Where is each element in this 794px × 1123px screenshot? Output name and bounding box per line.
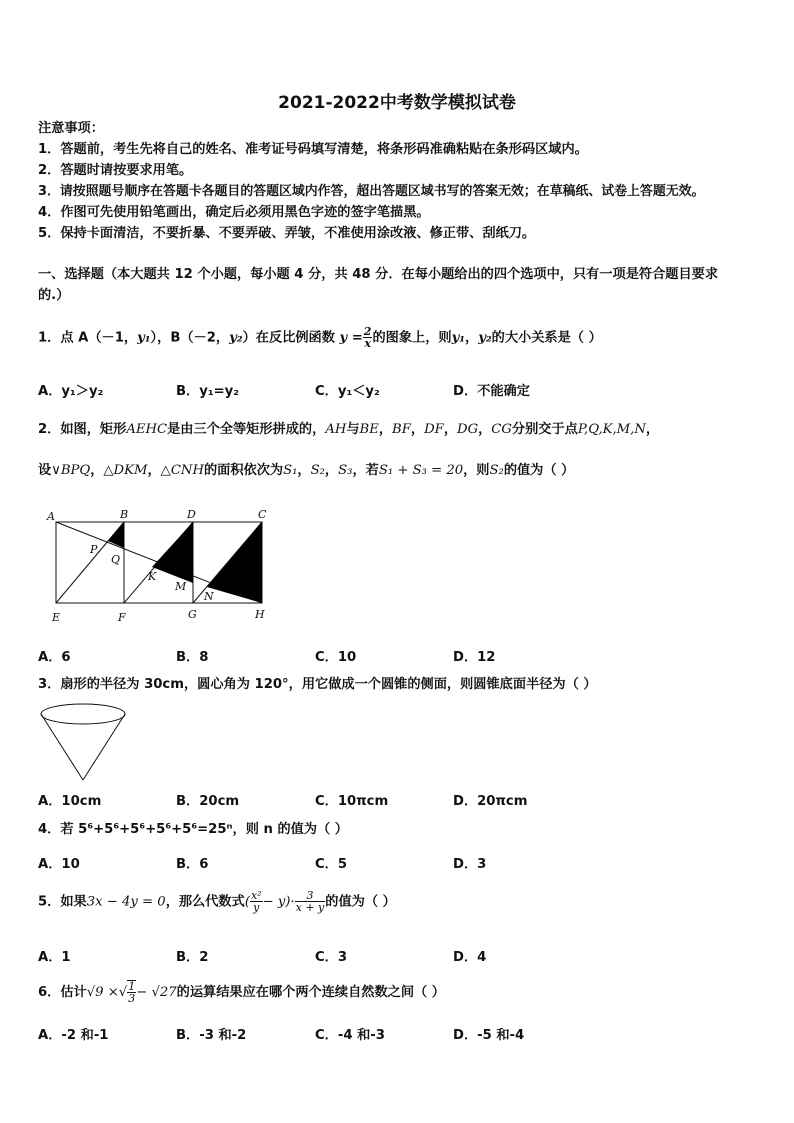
option-b[interactable]: B．y₁=y₂ [176, 384, 240, 399]
question-4: 4．若 5⁶+5⁶+5⁶+5⁶+5⁶=25ⁿ，则 n 的值为（ ） [38, 822, 348, 837]
label-m: M [175, 580, 187, 593]
option-c[interactable]: C．3 [315, 950, 348, 965]
rectangle-figure [40, 505, 280, 627]
option-a[interactable]: A．y₁＞y₂ [38, 384, 104, 399]
option-d[interactable]: D．20πcm [453, 794, 528, 809]
sqrt-sign: √ [118, 985, 128, 1000]
option-d[interactable]: D．-5 和-4 [453, 1028, 525, 1043]
option-a[interactable]: A．10 [38, 857, 80, 872]
notice-item: 4．作图可先使用铅笔画出，确定后必须用黑色字迹的签字笔描黑。 [38, 205, 430, 220]
label-p: P [90, 543, 98, 556]
option-b[interactable]: B．6 [176, 857, 209, 872]
option-c[interactable]: C．-4 和-3 [315, 1028, 385, 1043]
notice-item: 2．答题时请按要求用笔。 [38, 163, 193, 178]
option-b[interactable]: B．20cm [176, 794, 240, 809]
label-q: Q [111, 553, 121, 566]
section-heading-cont: 的.） [38, 288, 70, 303]
label-c: C [258, 508, 267, 521]
option-a[interactable]: A．1 [38, 950, 71, 965]
option-b[interactable]: B．2 [176, 950, 209, 965]
question-1: 1．点 A（－1，y₁），B（－2，y₂）在反比例函数 y = $\frac{2}{x}$ 的图象上，则y₁，y₂的大小关系是（ ） [38, 325, 602, 350]
option-d[interactable]: D．3 [453, 857, 487, 872]
exam-title: 2021-2022中考数学模拟试卷 [278, 93, 516, 113]
notice-heading: 注意事项： [38, 121, 104, 136]
notice-item: 5．保持卡面清洁，不要折暴、不要弄破、弄皱，不准使用涂改液、修正带、刮纸刀。 [38, 226, 536, 241]
option-b[interactable]: B．8 [176, 650, 209, 665]
question-5: 5．如果3x − 4y = 0，那么代数式( $\frac{\text{x²}}{y}$ − y)· $\frac{3}{x + y}$ 的值为（ ） [38, 889, 396, 914]
question-6: 6．估计√9 ×√ $\frac{1}{3}$ − √27的运算结果应在哪个两个连续自然数之间（ ） [38, 980, 445, 1005]
option-c[interactable]: C．10 [315, 650, 357, 665]
option-c[interactable]: C．5 [315, 857, 348, 872]
shaded-triangle-cnh [207, 522, 262, 603]
label-e: E [52, 611, 61, 624]
option-c[interactable]: C．y₁＜y₂ [315, 384, 380, 399]
option-d[interactable]: D．4 [453, 950, 487, 965]
fraction: $\frac{2}{x}$ [363, 325, 372, 350]
question-2-line2: 设∨BPQ，△DKM，△CNH的面积依次为S₁，S₂，S₃，若S₁ + S₃ = 20，则S₂的值为（ ） [38, 463, 575, 478]
option-d[interactable]: D．12 [453, 650, 496, 665]
question-2-line1: 2．如图，矩形AEHC是由三个全等矩形拼成的，AH与BE，BF，DF，DG，CG分别交于点P,Q,K,M,N， [38, 422, 660, 437]
function-lhs: y = [339, 330, 363, 346]
fraction: $\frac{\text{x²}}{y}$ [250, 889, 262, 914]
cone-base-ellipse [41, 704, 125, 724]
option-d[interactable]: D．不能确定 [453, 384, 530, 399]
question-3: 3．扇形的半径为 30cm，圆心角为 120°，用它做成一个圆锥的侧面，则圆锥底面半径为（ ） [38, 677, 597, 692]
option-a[interactable]: A．10cm [38, 794, 102, 809]
fraction: $\frac{1}{3}$ [128, 980, 136, 1005]
shaded-triangle-bpq [108, 522, 124, 548]
fraction: $\frac{3}{x + y}$ [295, 889, 325, 914]
notice-item: 1．答题前，考生先将自己的姓名、准考证号码填写清楚，将条形码准确粘贴在条形码区域内。 [38, 142, 588, 157]
label-d: D [187, 508, 196, 521]
label-k: K [148, 570, 157, 583]
label-g: G [188, 608, 197, 621]
notice-item: 3．请按照题号顺序在答题卡各题目的答题区域内作答，超出答题区域书写的答案无效；在草稿纸、试卷上答题无效。 [38, 184, 705, 199]
label-a: A [47, 510, 55, 523]
section-heading: 一、选择题（本大题共 12 个小题，每小题 4 分，共 48 分．在每小题给出的四个选项中，只有一项是符合题目要求 [38, 267, 719, 282]
option-a[interactable]: A．-2 和-1 [38, 1028, 109, 1043]
cone-figure [38, 700, 130, 784]
option-a[interactable]: A．6 [38, 650, 71, 665]
option-b[interactable]: B．-3 和-2 [176, 1028, 247, 1043]
label-n: N [204, 590, 214, 603]
option-c[interactable]: C．10πcm [315, 794, 389, 809]
label-h: H [255, 608, 265, 621]
label-f: F [118, 611, 126, 624]
label-b: B [120, 508, 129, 521]
shaded-triangle-dkm [152, 522, 193, 583]
